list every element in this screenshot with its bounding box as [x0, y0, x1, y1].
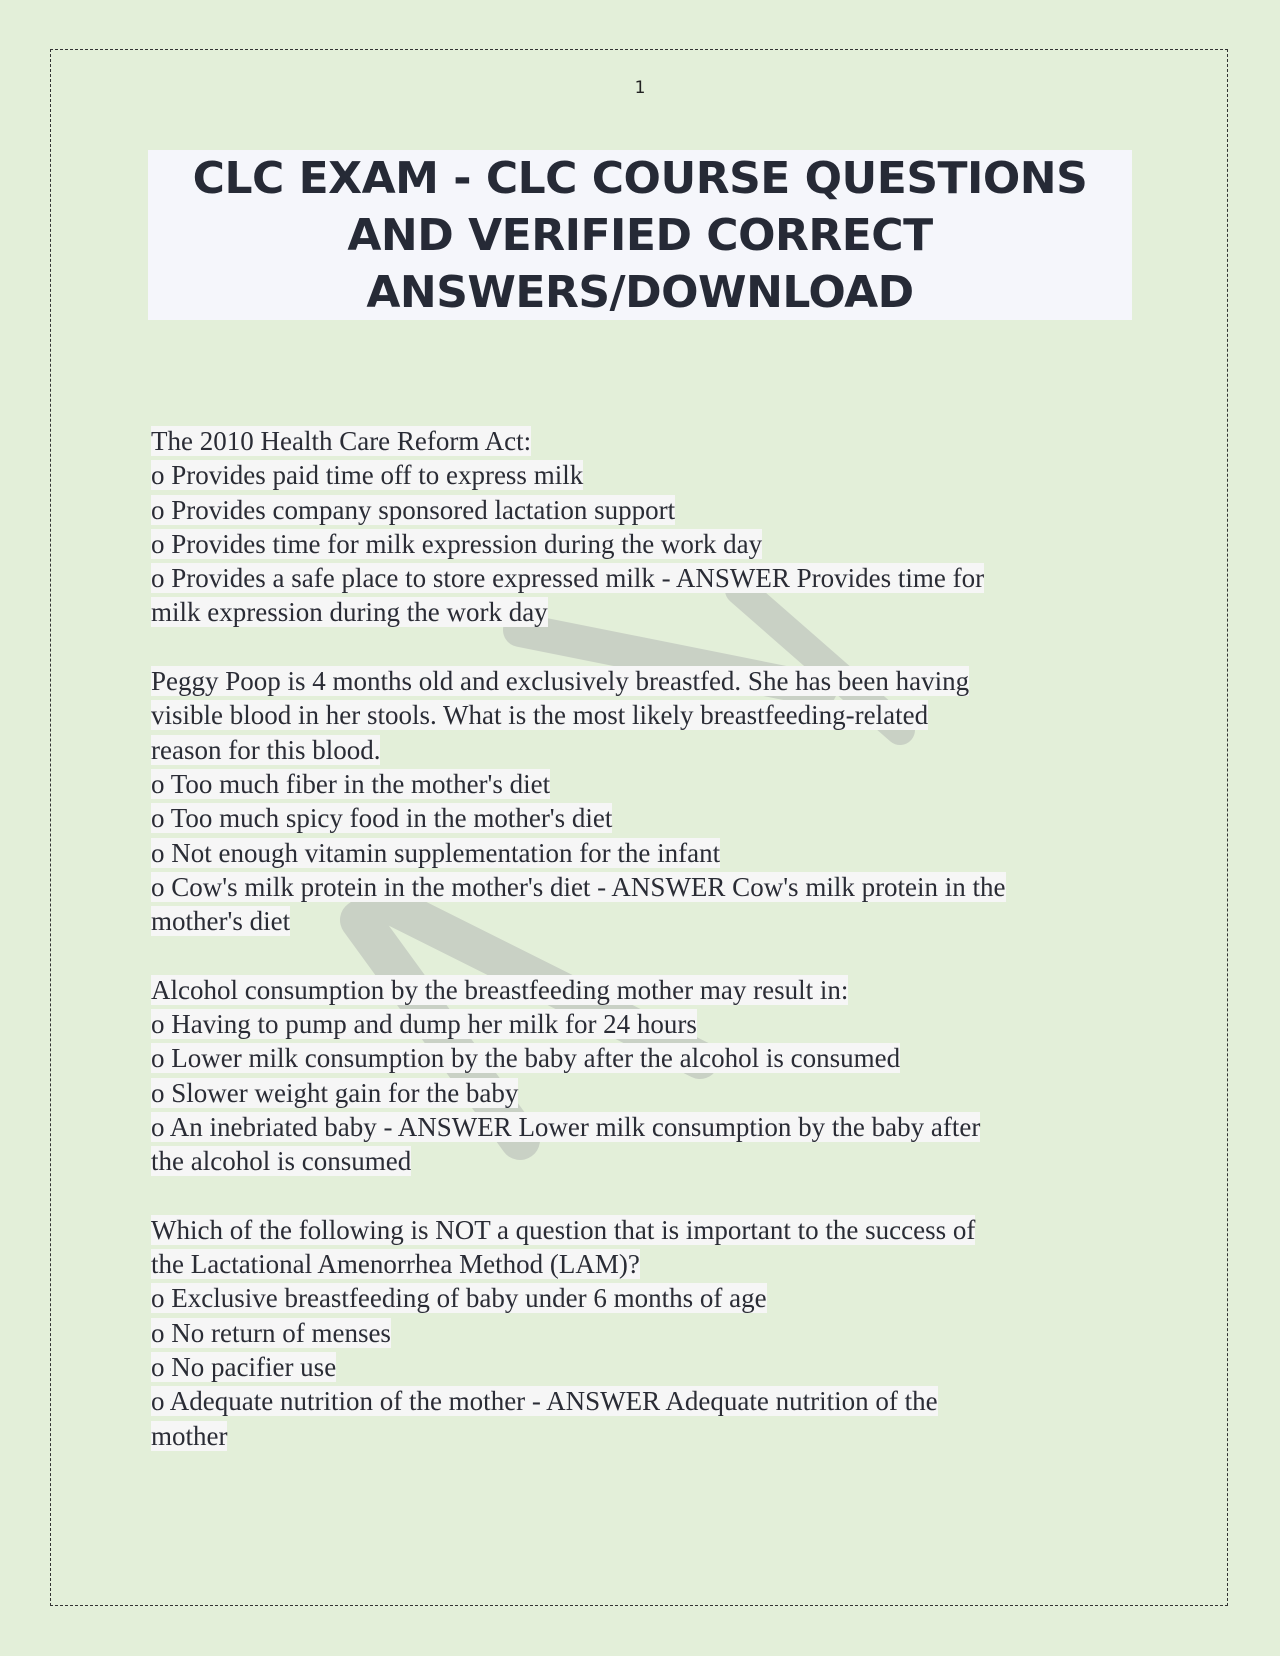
option-answer-line: o Provides a safe place to store expressed milk - ANSWER Provides time for: [151, 563, 985, 594]
option-answer-line: o Cow's milk protein in the mother's diet - ANSWER Cow's milk protein in the: [151, 871, 1006, 902]
option-line: o Not enough vitamin supplementation for the infant: [151, 837, 721, 868]
answer-line: milk expression during the work day: [151, 597, 548, 628]
option-answer-line: o An inebriated baby - ANSWER Lower milk consumption by the baby after: [151, 1111, 981, 1142]
question-line: The 2010 Health Care Reform Act:: [151, 426, 532, 456]
option-line: o No pacifier use: [151, 1352, 337, 1383]
option-line: o Too much fiber in the mother's diet: [151, 768, 551, 799]
answer-line: mother's diet: [151, 906, 291, 937]
question-line: Which of the following is NOT a question that is important to the success of: [151, 1214, 976, 1245]
question-block-3: [151, 973, 1131, 1179]
option-line: o Lower milk consumption by the baby after the alcohol is consumed: [151, 1043, 901, 1074]
option-line: o Too much spicy food in the mother's diet: [151, 803, 613, 834]
question-line: Peggy Poop is 4 months old and exclusively breastfed. She has been having: [151, 666, 970, 697]
question-line: the Lactational Amenorrhea Method (LAM)?: [151, 1249, 640, 1280]
question-line: reason for this blood.: [151, 734, 381, 765]
answer-line: mother: [151, 1420, 228, 1451]
question-block-1: [151, 424, 1131, 630]
option-line: o Provides paid time off to express milk: [151, 460, 584, 491]
questions-list: [151, 424, 1131, 1487]
question-block-2: [151, 664, 1131, 938]
page-number: 1: [634, 78, 646, 98]
option-line: o Provides company sponsored lactation support: [151, 494, 676, 525]
option-line: o Exclusive breastfeeding of baby under 6 months of age: [151, 1283, 767, 1314]
title-banner: [148, 150, 1132, 320]
question-block-4: [151, 1213, 1131, 1453]
question-line: Alcohol consumption by the breastfeeding mother may result in:: [151, 974, 849, 1005]
option-answer-line: o Adequate nutrition of the mother - ANSWER Adequate nutrition of the: [151, 1386, 938, 1417]
option-line: o Provides time for milk expression during the work day: [151, 528, 763, 559]
question-line: visible blood in her stools. What is the most likely breastfeeding-related: [151, 700, 929, 731]
answer-line: the alcohol is consumed: [151, 1146, 412, 1177]
document-title: CLC EXAM - CLC COURSE QUESTIONS AND VERIFIED CORRECT ANSWERS/DOWNLOAD: [192, 152, 1088, 318]
option-line: o Slower weight gain for the baby: [151, 1077, 519, 1108]
option-line: o No return of menses: [151, 1317, 391, 1348]
option-line: o Having to pump and dump her milk for 24 hours: [151, 1009, 697, 1040]
